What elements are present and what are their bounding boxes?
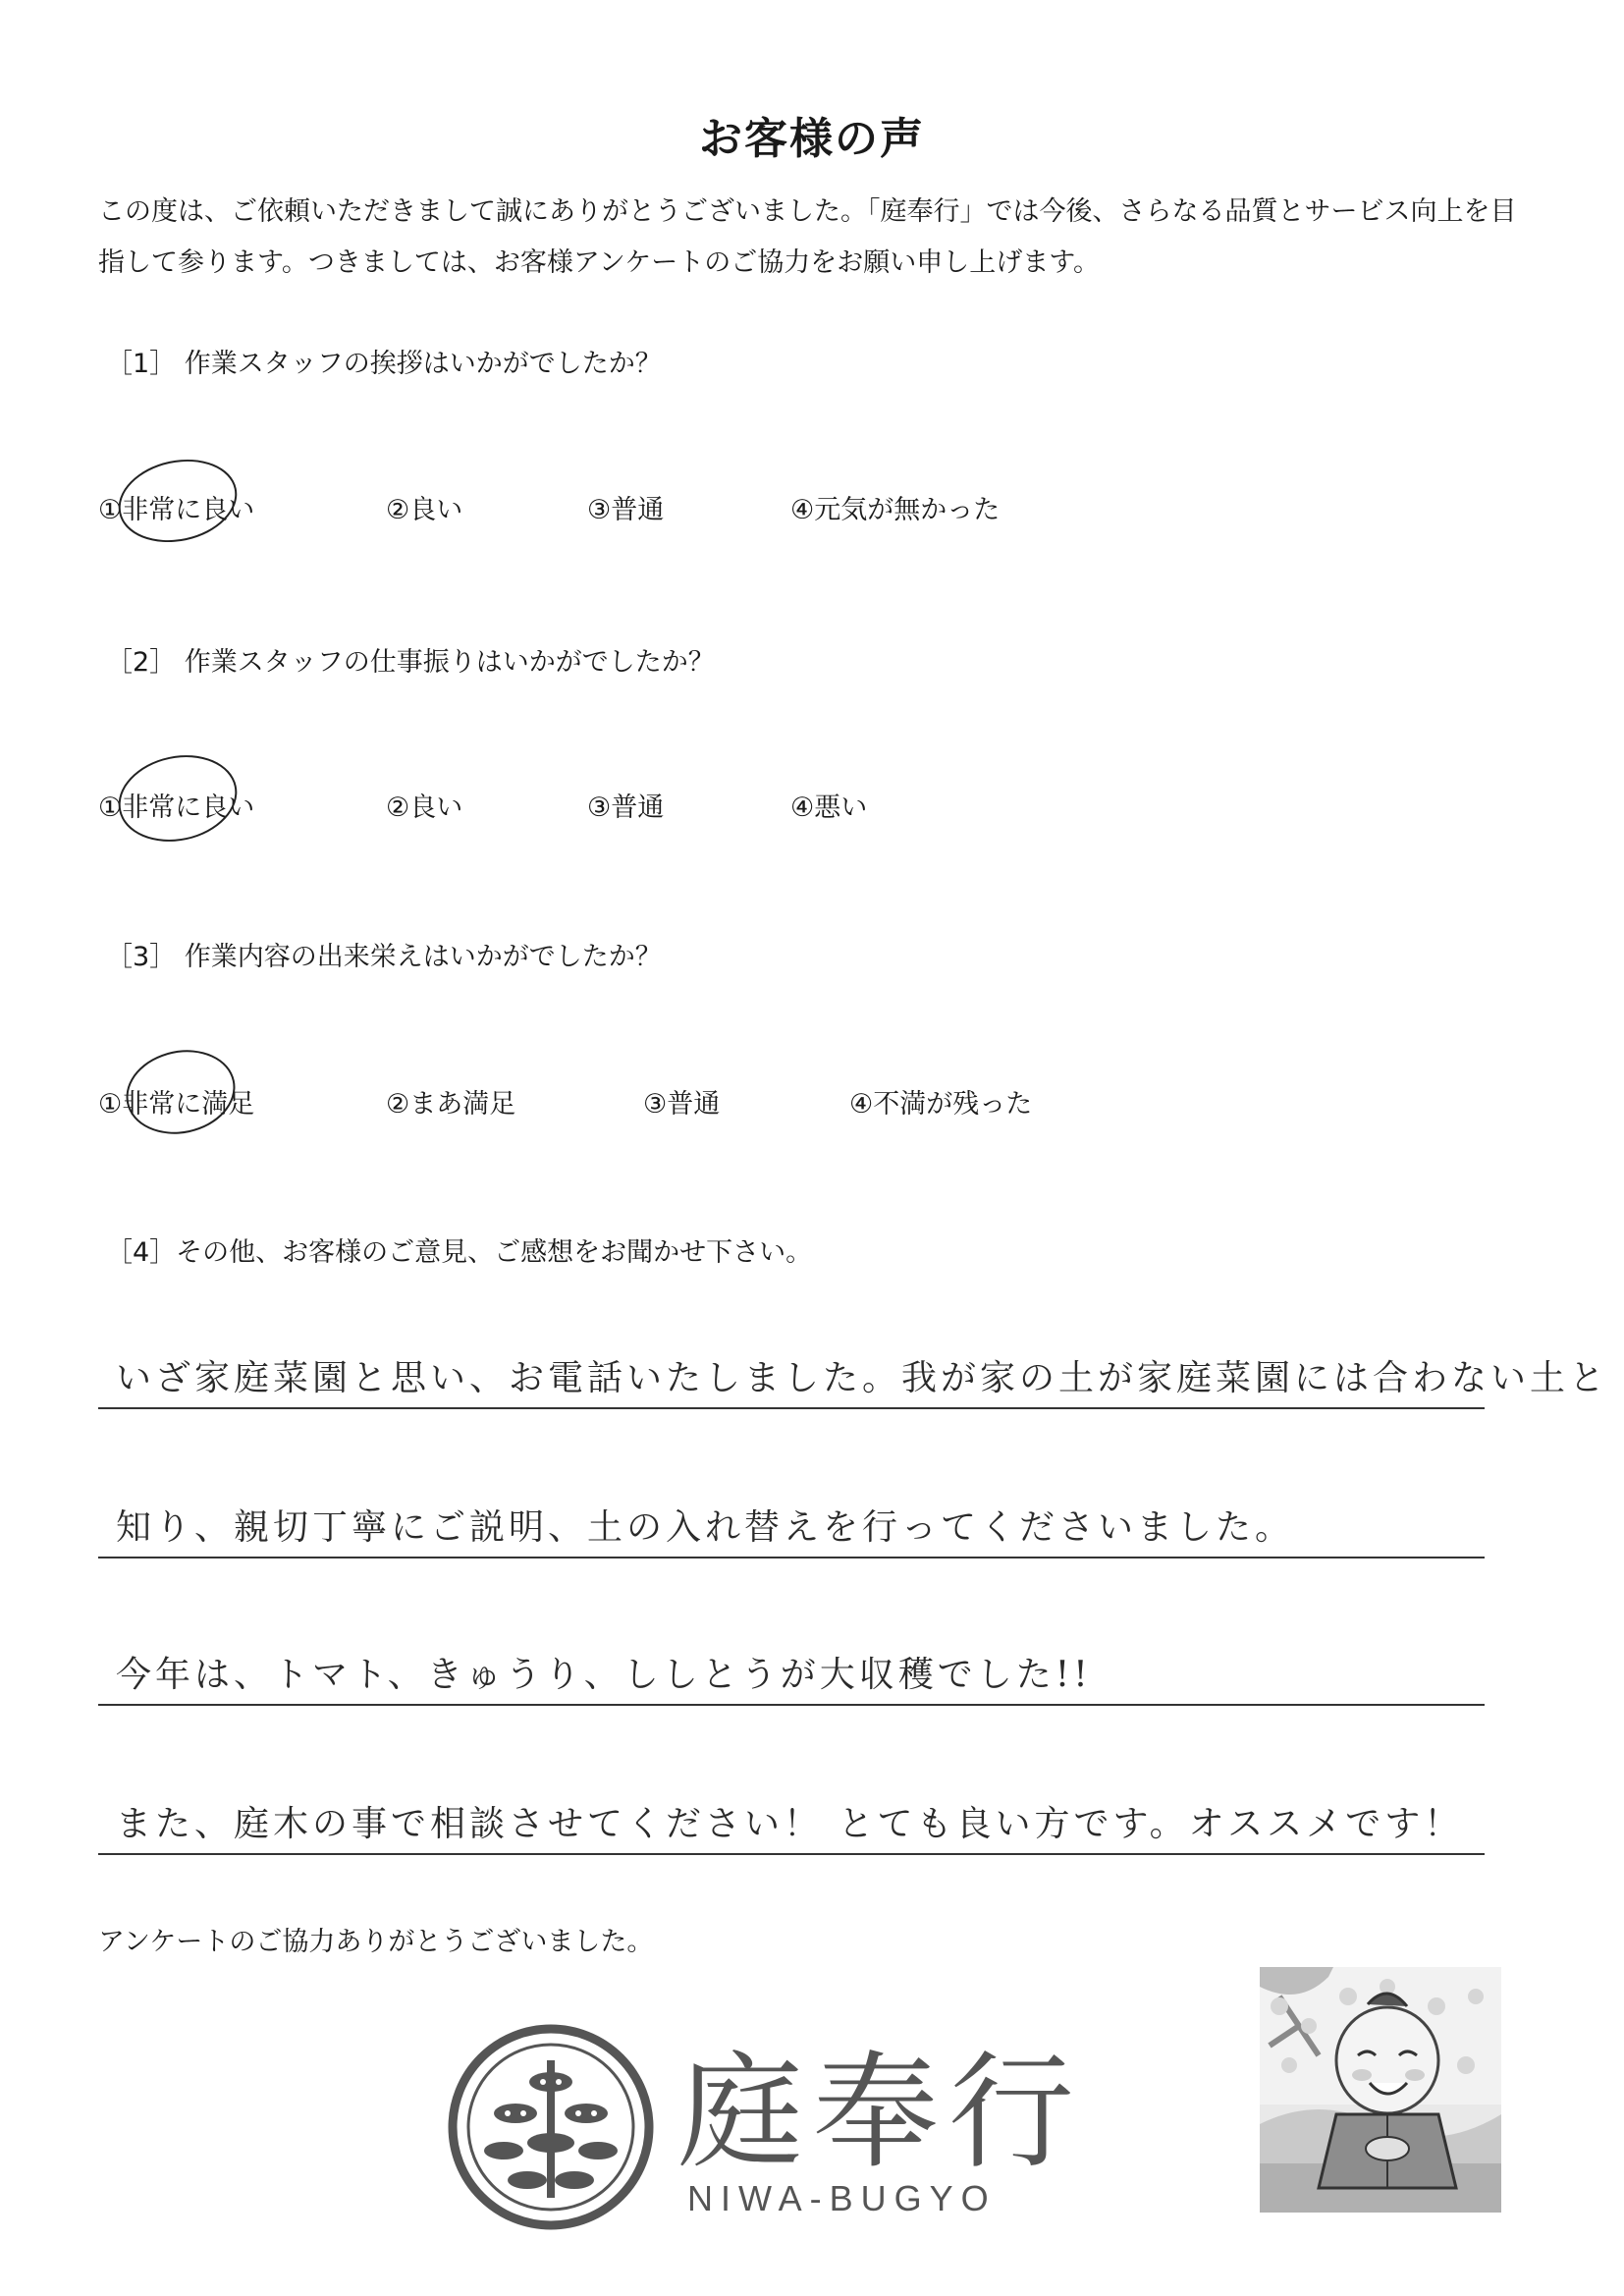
q2-option-4[interactable]: ④悪い [790, 793, 868, 823]
pine-crest-logo-icon [447, 2023, 655, 2231]
q1-option-2[interactable]: ②良い [386, 495, 463, 525]
comment-line-1: いざ家庭菜園と思い、お電話いたしました。我が家の土が家庭菜園には合わない土と [116, 1358, 1609, 1398]
q3-selected-circle [118, 1040, 243, 1143]
comment-line-3: 今年は、トマト、きゅうり、ししとうが大収穫でした!! [116, 1655, 1092, 1695]
question-3-label: ［3］ 作業内容の出来栄えはいかがでしたか？ [106, 942, 662, 972]
question-1-options [98, 488, 1276, 537]
comment-line-2: 知り、親切丁寧にご説明、土の入れ替えを行ってくださいました。 [116, 1507, 1295, 1548]
comment-rule-3 [98, 1704, 1485, 1706]
comment-rule-4 [98, 1853, 1485, 1855]
logo-romaji: NIWA-BUGYO [687, 2178, 997, 2218]
mascot-illustration-icon [1260, 1967, 1501, 2213]
comment-line-4: また、庭木の事で相談させてください！ とても良い方です。オススメです！ [116, 1804, 1464, 1844]
q1-selected-circle [111, 449, 244, 553]
q3-option-2[interactable]: ②まあ満足 [386, 1089, 516, 1120]
q2-selected-circle [110, 744, 244, 851]
q2-option-1[interactable]: ①非常に良い [98, 793, 255, 823]
q3-option-4[interactable]: ④不満が残った [849, 1089, 1033, 1120]
question-4-label: ［4］その他、お客様のご意見、ご感想をお聞かせ下さい。 [106, 1237, 813, 1268]
question-2-label: ［2］ 作業スタッフの仕事振りはいかがでしたか？ [106, 647, 715, 678]
q1-option-3[interactable]: ③普通 [587, 495, 665, 525]
thanks-text: アンケートのご協力ありがとうございました。 [98, 1927, 654, 1957]
comment-rule-2 [98, 1557, 1485, 1558]
q1-option-1[interactable]: ①非常に良い [98, 495, 255, 525]
question-1-label: ［1］ 作業スタッフの挨拶はいかがでしたか？ [106, 349, 662, 379]
page-title: お客様の声 [699, 114, 925, 164]
q2-option-3[interactable]: ③普通 [587, 793, 665, 823]
question-2-options [98, 786, 1276, 835]
comment-rule-1 [98, 1407, 1485, 1409]
logo-name: 庭奉行 [677, 2040, 1085, 2186]
q1-option-4[interactable]: ④元気が無かった [790, 495, 1001, 525]
q3-option-1[interactable]: ①非常に満足 [98, 1089, 255, 1120]
q3-option-3[interactable]: ③普通 [643, 1089, 721, 1120]
intro-text: この度は、ご依頼いただきまして誠にありがとうございました。「庭奉行」では今後、さらなる品質とサービス向上を目指して参ります。つきましては、お客様アンケートのご協力をお願い申し上げます。 [98, 196, 1517, 278]
question-3-options [98, 1082, 1276, 1131]
q2-option-2[interactable]: ②良い [386, 793, 463, 823]
